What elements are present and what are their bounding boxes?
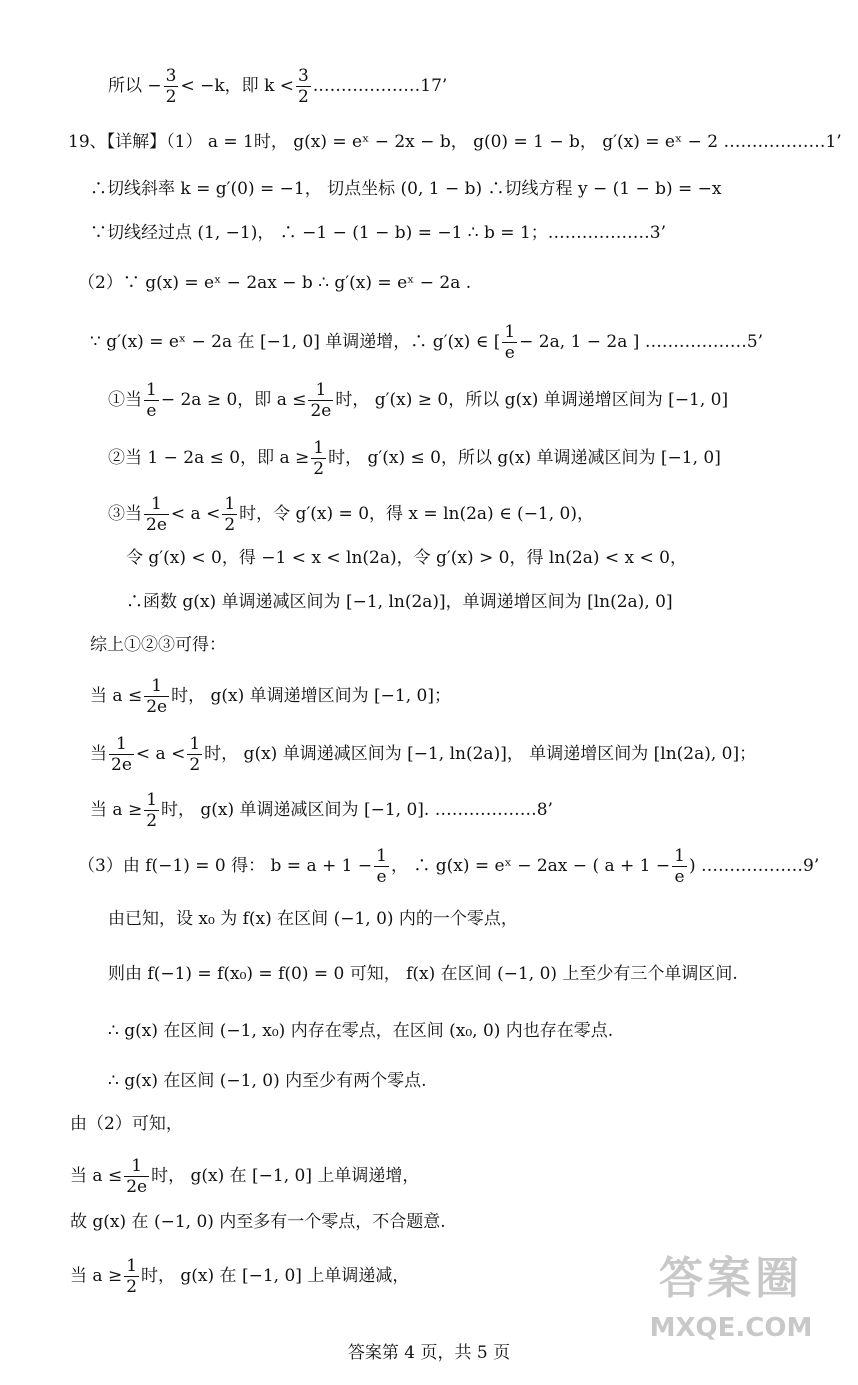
fraction: $\frac{1}{e}$	[674, 846, 685, 887]
line-2: 19、【详解】（1） a = 1时， g(x) = eˣ − 2x − b， g(0) = 1 − b， g′(x) = eˣ − 2 ………………1’	[68, 132, 842, 152]
fraction: $\frac{1}{2e}$	[146, 494, 167, 535]
line-15: 当 a ≥ $\frac{1}{2}$ 时， g(x) 单调递减区间为 [−1, 0]. ………………8’	[90, 790, 553, 831]
fraction: $\frac{1}{2e}$	[310, 380, 332, 421]
line-9: ③当 $\frac{1}{2e}$ < a < $\frac{1}{2}$ 时，令 g′(x) = 0，得 x = ln(2a) ∈ (−1, 0)，	[108, 494, 595, 535]
line-13: 当 a ≤ $\frac{1}{2e}$ 时， g(x) 单调递增区间为 [−1, 0]；	[90, 676, 451, 717]
line-19: ∴ g(x) 在区间 (−1, x₀) 内存在零点，在区间 (x₀, 0) 内也存在零点.	[108, 1021, 614, 1041]
fraction: $\frac{1}{e}$	[146, 380, 157, 421]
fraction: $\frac{1}{2}$	[313, 438, 325, 479]
line-16: （3）由 f(−1) = 0 得： b = a + 1 − $\frac{1}{e}$ ， ∴ g(x) = eˣ − 2ax − ( a + 1 − $\frac{1}{e}$ ) ………………9’	[78, 846, 820, 887]
fraction: $\frac{1}{2}$	[224, 494, 236, 535]
watermark-url: MXQE.COM	[649, 1313, 813, 1343]
page-footer: 答案第 4 页，共 5 页	[347, 1343, 511, 1363]
fraction: $\frac{1}{2e}$	[111, 734, 132, 775]
line-11: ∴函数 g(x) 单调递减区间为 [−1, ln(2a)]，单调递增区间为 [ln(2a), 0]	[126, 592, 673, 612]
fraction: $\frac{1}{e}$	[376, 846, 387, 887]
line-3: ∴切线斜率 k = g′(0) = −1， 切点坐标 (0, 1 − b) ∴切线方程 y − (1 − b) = −x	[90, 179, 722, 199]
fraction: $\frac{1}{2e}$	[146, 676, 168, 717]
line-6: ∵ g′(x) = eˣ − 2a 在 [−1, 0] 单调递增，∴ g′(x) ∈ [ $\frac{1}{e}$ − 2a, 1 − 2a ] ………………5’	[90, 322, 764, 363]
line-5: （2）∵ g(x) = eˣ − 2ax − b ∴ g′(x) = eˣ − 2a .	[78, 273, 472, 293]
watermark-logo-text: 答案圈	[659, 1253, 803, 1304]
fraction: $\frac{1}{2}$	[189, 734, 201, 775]
fraction: $\frac{3}{2}$	[165, 66, 177, 107]
line-4: ∵切线经过点 (1, −1)， ∴ −1 − (1 − b) = −1 ∴ b = 1；………………3’	[90, 223, 666, 243]
line-1: 所以 − $\frac{3}{2}$ < −k，即 k < $\frac{3}{2}$ .………………17’	[108, 66, 448, 107]
line-14: 当 $\frac{1}{2e}$ < a < $\frac{1}{2}$ 时， g(x) 单调递减区间为 [−1, ln(2a)]， 单调递增区间为 [ln(2a), 0]；	[90, 734, 757, 775]
line-23: 故 g(x) 在 (−1, 0) 内至多有一个零点，不合题意.	[70, 1212, 446, 1232]
line-24: 当 a ≥ $\frac{1}{2}$ 时， g(x) 在 [−1, 0] 上单调递减，	[70, 1256, 410, 1297]
line-17: 由已知，设 x₀ 为 f(x) 在区间 (−1, 0) 内的一个零点，	[108, 909, 518, 929]
fraction: $\frac{3}{2}$	[298, 66, 309, 107]
line-8: ②当 1 − 2a ≤ 0，即 a ≥ $\frac{1}{2}$ 时， g′(x) ≤ 0，所以 g(x) 单调递减区间为 [−1, 0]	[108, 438, 721, 479]
fraction: $\frac{1}{e}$	[504, 322, 516, 363]
line-18: 则由 f(−1) = f(x₀) = f(0) = 0 可知， f(x) 在区间 (−1, 0) 上至少有三个单调区间.	[108, 964, 738, 984]
line-20: ∴ g(x) 在区间 (−1, 0) 内至少有两个零点.	[108, 1071, 427, 1091]
line-10: 令 g′(x) < 0，得 −1 < x < ln(2a)，令 g′(x) > 0，得 ln(2a) < x < 0，	[126, 548, 687, 568]
line-21: 由（2）可知，	[70, 1114, 183, 1134]
line-22: 当 a ≤ $\frac{1}{2e}$ 时， g(x) 在 [−1, 0] 上单调递增，	[70, 1156, 420, 1197]
fraction: $\frac{1}{2e}$	[126, 1156, 148, 1197]
line-12: 综上①②③可得：	[90, 635, 226, 655]
fraction: $\frac{1}{2}$	[126, 1256, 138, 1297]
fraction: $\frac{1}{2}$	[146, 790, 158, 831]
line-7: ①当 $\frac{1}{e}$ − 2a ≥ 0，即 a ≤ $\frac{1}{2e}$ 时， g′(x) ≥ 0，所以 g(x) 单调递增区间为 [−1, 0]	[108, 380, 729, 421]
